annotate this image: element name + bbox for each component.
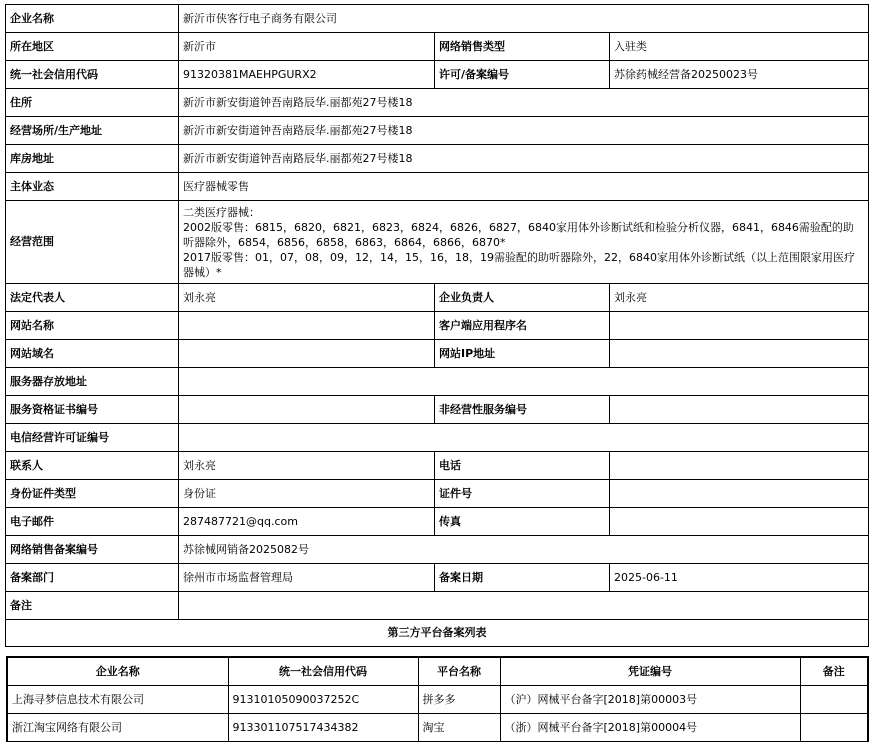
header-remarks: 备注 [800, 657, 868, 686]
table-row [7, 714, 868, 742]
row-company-name [6, 5, 869, 33]
row-business-form [6, 173, 869, 201]
row-filing-dept [6, 564, 869, 592]
cell-certificate: （浙）网械平台备字[2018]第00004号 [500, 714, 800, 742]
header-company: 企业名称 [7, 657, 228, 686]
cell-platform: 淘宝 [418, 714, 500, 742]
label-sales-type: 网络销售类型 [435, 33, 610, 61]
value-domain [179, 340, 435, 368]
value-server [179, 368, 869, 396]
scope-line-2002: 2002版零售：6815，6820，6821，6823，6824，6826，6827，6840家用体外诊断试纸和检验分析仪器，6841，6846需验配的助听器除外，6854，6856，6858，6863，6864，6866，6870* [183, 220, 854, 249]
value-enterprise-head: 刘永亮 [610, 284, 869, 312]
label-client-app: 客户端应用程序名 [435, 312, 610, 340]
third-party-header-row [7, 657, 868, 686]
label-business-form: 主体业态 [6, 173, 179, 201]
cell-company: 上海寻梦信息技术有限公司 [7, 686, 228, 714]
header-platform: 平台名称 [418, 657, 500, 686]
row-credit-code [6, 61, 869, 89]
row-business-address [6, 117, 869, 145]
value-id-number [610, 480, 869, 508]
value-phone [610, 452, 869, 480]
label-business-address: 经营场所/生产地址 [6, 117, 179, 145]
cell-company: 浙江淘宝网络有限公司 [7, 714, 228, 742]
value-residence: 新沂市新安街道钟吾南路辰华.丽都苑27号楼18 [179, 89, 869, 117]
label-service-cert: 服务资格证书编号 [6, 396, 179, 424]
label-company-name: 企业名称 [6, 5, 179, 33]
row-scope [6, 201, 869, 284]
row-telecom [6, 424, 869, 452]
value-license-number: 苏徐药械经营备20250023号 [610, 61, 869, 89]
value-warehouse: 新沂市新安街道钟吾南路辰华.丽都苑27号楼18 [179, 145, 869, 173]
value-business-form: 医疗器械零售 [179, 173, 869, 201]
label-region: 所在地区 [6, 33, 179, 61]
label-email: 电子邮件 [6, 508, 179, 536]
header-certificate: 凭证编号 [500, 657, 800, 686]
value-sales-type: 入驻类 [610, 33, 869, 61]
third-party-table [6, 656, 869, 742]
row-domain [6, 340, 869, 368]
value-filing-dept: 徐州市市场监督管理局 [179, 564, 435, 592]
cell-certificate: （沪）网械平台备字[2018]第00003号 [500, 686, 800, 714]
value-remarks [179, 592, 869, 620]
label-license-number: 许可/备案编号 [435, 61, 610, 89]
label-domain: 网站域名 [6, 340, 179, 368]
label-fax: 传真 [435, 508, 610, 536]
label-legal-rep: 法定代表人 [6, 284, 179, 312]
value-email: 287487721@qq.com [179, 508, 435, 536]
cell-credit-code: 91330110751743438​2 [228, 714, 418, 742]
label-nonprofit-service: 非经营性服务编号 [435, 396, 610, 424]
label-id-type: 身份证件类型 [6, 480, 179, 508]
value-company-name: 新沂市侠客行电子商务有限公司 [179, 5, 869, 33]
label-id-number: 证件号 [435, 480, 610, 508]
row-region [6, 33, 869, 61]
value-credit-code: 91320381MAEHPGURX2 [179, 61, 435, 89]
row-legal-rep [6, 284, 869, 312]
cell-credit-code: 91310105090037252C [228, 686, 418, 714]
label-credit-code: 统一社会信用代码 [6, 61, 179, 89]
label-residence: 住所 [6, 89, 179, 117]
row-warehouse [6, 145, 869, 173]
label-enterprise-head: 企业负责人 [435, 284, 610, 312]
value-id-type: 身份证 [179, 480, 435, 508]
label-online-filing: 网络销售备案编号 [6, 536, 179, 564]
row-website-name [6, 312, 869, 340]
value-business-address: 新沂市新安街道钟吾南路辰华.丽都苑27号楼18 [179, 117, 869, 145]
cell-remarks [800, 714, 868, 742]
scope-line-category: 二类医疗器械： [183, 205, 260, 219]
row-service-cert [6, 396, 869, 424]
value-website-name [179, 312, 435, 340]
value-service-cert [179, 396, 435, 424]
row-contact [6, 452, 869, 480]
scope-line-2017: 2017版零售：01，07，08，09，12，14，15，16，18，19需验配的助听器除外，22，6840家用体外诊断试纸（以上范围限家用医疗器械）* [183, 250, 855, 279]
third-party-title: 第三方平台备案列表 [6, 620, 869, 647]
label-filing-dept: 备案部门 [6, 564, 179, 592]
row-email [6, 508, 869, 536]
enterprise-info-table [5, 4, 869, 647]
cell-remarks [800, 686, 868, 714]
value-ip [610, 340, 869, 368]
row-remarks [6, 592, 869, 620]
label-filing-date: 备案日期 [435, 564, 610, 592]
value-legal-rep: 刘永亮 [179, 284, 435, 312]
cell-platform: 拼多多 [418, 686, 500, 714]
value-scope [179, 201, 869, 284]
label-scope: 经营范围 [6, 201, 179, 284]
value-region: 新沂市 [179, 33, 435, 61]
value-telecom [179, 424, 869, 452]
value-client-app [610, 312, 869, 340]
row-third-party-title [6, 620, 869, 647]
label-remarks: 备注 [6, 592, 179, 620]
row-residence [6, 89, 869, 117]
label-warehouse: 库房地址 [6, 145, 179, 173]
row-id-type [6, 480, 869, 508]
label-ip: 网站IP地址 [435, 340, 610, 368]
row-server [6, 368, 869, 396]
label-phone: 电话 [435, 452, 610, 480]
value-nonprofit-service [610, 396, 869, 424]
value-filing-date: 2025-06-11 [610, 564, 869, 592]
label-website-name: 网站名称 [6, 312, 179, 340]
header-credit-code: 统一社会信用代码 [228, 657, 418, 686]
value-online-filing: 苏徐械网销备2025082号 [179, 536, 869, 564]
label-contact: 联系人 [6, 452, 179, 480]
value-fax [610, 508, 869, 536]
table-row [7, 686, 868, 714]
row-online-filing [6, 536, 869, 564]
label-telecom: 电信经营许可证编号 [6, 424, 179, 452]
value-contact: 刘永亮 [179, 452, 435, 480]
label-server: 服务器存放地址 [6, 368, 179, 396]
